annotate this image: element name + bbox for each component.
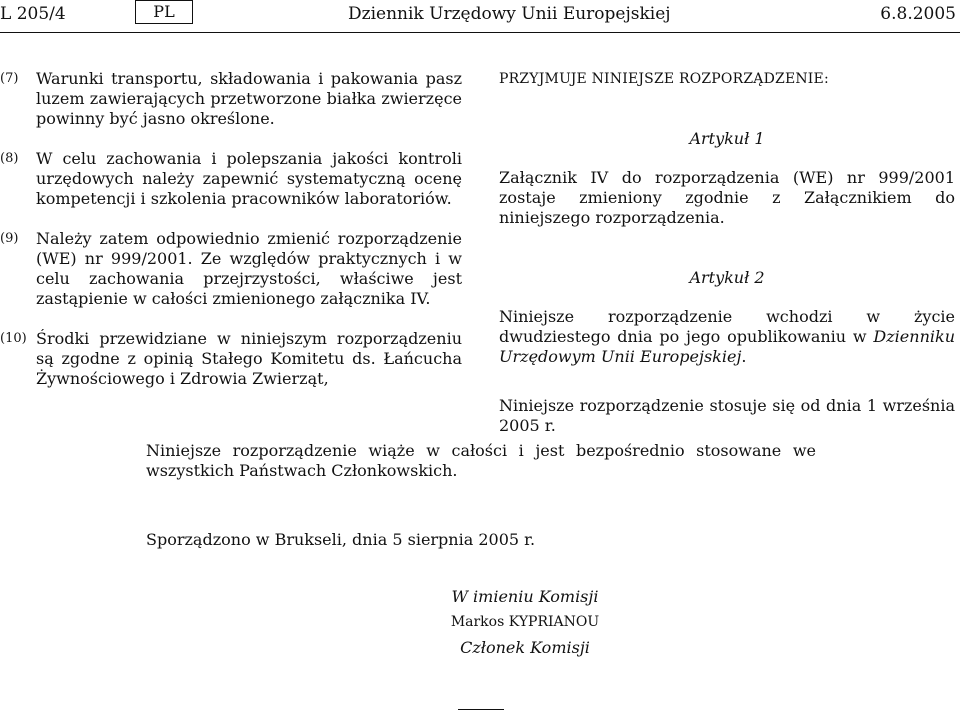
journal-title: Dziennik Urzędowy Unii Europejskiej — [348, 4, 671, 24]
footer-divider — [458, 709, 504, 710]
language-badge: PL — [135, 0, 193, 24]
recital — [0, 149, 462, 209]
recital-number: (9) — [0, 231, 19, 246]
signatory-role: Członek Komisji — [460, 638, 590, 657]
recital-text: Środki przewidziane w niniejszym rozporządzeniu są zgodne z opinią Stałego Komitetu ds. Łańcucha Żywnościowego i Zdrowia Zwierząt, — [36, 329, 462, 388]
article-2-application: Niniejsze rozporządzenie stosuje się od dnia 1 września 2005 r. — [499, 396, 955, 435]
page-header — [0, 0, 960, 30]
article-2-text-end: . — [741, 347, 747, 366]
recital-number: (8) — [0, 151, 19, 166]
page-reference: L 205/4 — [0, 4, 66, 24]
recital-text: W celu zachowania i polepszania jakości kontroli urzędowych należy zapewnić systematyczną ocenę kompetencji i szkolenia pracowników laboratoriów. — [36, 149, 462, 208]
recitals-column — [0, 69, 462, 409]
recital — [0, 229, 462, 309]
articles-column — [499, 69, 955, 436]
article-1-title: Artykuł 1 — [689, 129, 765, 148]
recital-number: (7) — [0, 71, 19, 86]
signature-for: W imieniu Komisji — [451, 587, 599, 606]
article-2-text-start: Niniejsze rozporządzenie wchodzi w życie dwudziestego dnia po jego opublikowaniu w — [499, 307, 955, 346]
header-divider — [0, 32, 960, 33]
article-2-title: Artykuł 2 — [689, 268, 765, 287]
article-2-text — [499, 307, 955, 367]
publication-date: 6.8.2005 — [880, 4, 956, 24]
recital-text: Warunki transportu, składowania i pakowania pasz luzem zawierających przetworzone białka zwierzęce powinny być jasno określone. — [36, 69, 462, 128]
journal-reference: Dzienniku Urzędowym Unii Europejskiej — [499, 327, 955, 366]
done-at-clause: Sporządzono w Brukseli, dnia 5 sierpnia 2005 r. — [146, 530, 536, 549]
adopting-formula: PRZYJMUJE NINIEJSZE ROZPORZĄDZENIE: — [499, 71, 829, 87]
article-1-text: Załącznik IV do rozporządzenia (WE) nr 999/2001 zostaje zmieniony zgodnie z Załącznikiem do niniejszego rozporządzenia. — [499, 168, 955, 227]
binding-clause: Niniejsze rozporządzenie wiąże w całości i jest bezpośrednio stosowane we wszystkich Państwach Członkowskich. — [146, 441, 816, 480]
signatory-name: Markos KYPRIANOU — [450, 614, 600, 630]
recital-number: (10) — [0, 331, 27, 346]
recital-text: Należy zatem odpowiednio zmienić rozporządzenie (WE) nr 999/2001. Ze względów praktycznych i w celu zachowania przejrzystości, właściwe jest zastąpienie w całości zmienionego załącznika IV. — [36, 229, 462, 308]
recital — [0, 69, 462, 129]
recital — [0, 329, 462, 389]
